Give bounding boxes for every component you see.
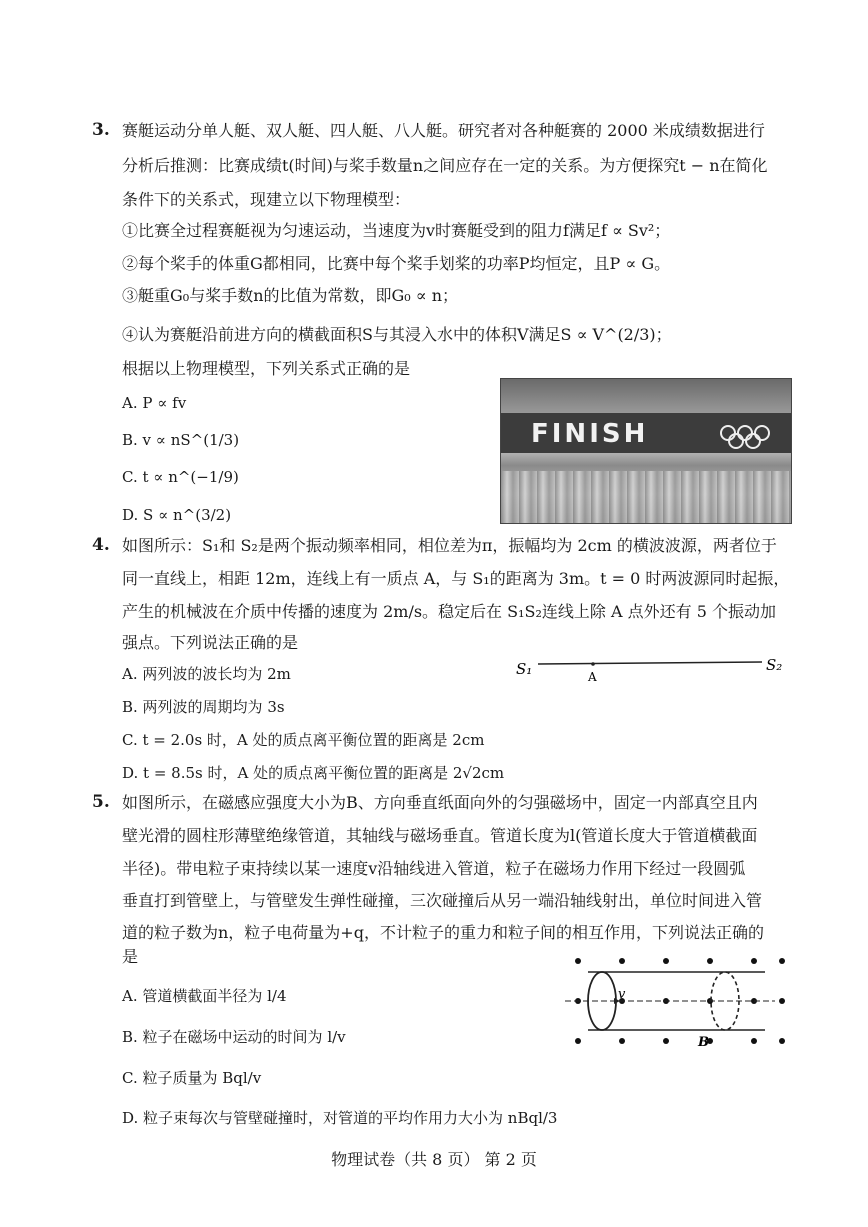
q5-line: 垂直打到管壁上，与管壁发生弹性碰撞，三次碰撞后从另一端沿轴线射出，单位时间进入管 (122, 891, 763, 910)
field-dot (779, 958, 785, 964)
q3-option-a: A. P ∝ fv (122, 394, 187, 412)
field-dot (751, 1038, 757, 1044)
q3-line: ②每个桨手的体重G都相同，比赛中每个桨手划桨的功率P均恒定，且P ∝ G。 (122, 254, 671, 273)
finish-sign-text: FINISH (531, 419, 649, 449)
magnetic-field-pipe-diagram (560, 955, 800, 1050)
q3-option-d: D. S ∝ n^(3/2) (122, 506, 232, 524)
q5-line: 半径)。带电粒子束持续以某一速度v沿轴线进入管道，粒子在磁场力作用下经过一段圆弧 (122, 859, 746, 878)
pipe-right-end (711, 972, 739, 1030)
field-dot (619, 958, 625, 964)
q3-line: ④认为赛艇沿前进方向的横截面积S与其浸入水中的体积V满足S ∝ V^(2/3)； (122, 325, 672, 344)
q5-line: 如图所示，在磁感应强度大小为B、方向垂直纸面向外的匀强磁场中，固定一内部真空且内 (122, 793, 758, 812)
q3-number: 3. (92, 120, 110, 140)
velocity-label: v (618, 987, 626, 1002)
q3-line: 赛艇运动分单人艇、双人艇、四人艇、八人艇。研究者对各种艇赛的 2000 米成绩数据进行 (122, 121, 765, 140)
q4-number: 4. (92, 535, 110, 555)
q4-line: 同一直线上，相距 12m，连线上有一质点 A，与 S₁的距离为 3m。t = 0 时两波源同时起振， (122, 569, 790, 588)
field-dot (575, 958, 581, 964)
olympic-rings-icon (719, 423, 773, 453)
q5-option-d: D. 粒子束每次与管壁碰撞时，对管道的平均作用力大小为 nBql/3 (122, 1109, 558, 1127)
q3-line: 根据以上物理模型，下列关系式正确的是 (122, 359, 411, 378)
s1-label: S₁ (516, 660, 533, 678)
q5-option-c: C. 粒子质量为 Bql/v (122, 1069, 262, 1087)
rowing-finish-photo (500, 378, 792, 524)
field-dot (751, 958, 757, 964)
field-dot (663, 958, 669, 964)
q3-line: ③艇重G₀与桨手数n的比值为常数，即G₀ ∝ n； (122, 286, 459, 305)
q3-line: 分析后推测：比赛成绩t(时间)与桨手数量n之间应存在一定的关系。为方便探究t − n在简化 (122, 156, 768, 175)
q4-option-b: B. 两列波的周期均为 3s (122, 698, 285, 716)
field-dot (619, 1038, 625, 1044)
q4-line: 产生的机械波在介质中传播的速度为 2m/s。稳定后在 S₁S₂连线上除 A 点外还有 5 个振动加 (122, 602, 776, 621)
s2-label: S₂ (766, 656, 783, 674)
q3-option-b: B. v ∝ nS^(1/3) (122, 431, 240, 449)
field-dot (663, 1038, 669, 1044)
q5-line: 是 (122, 947, 139, 966)
field-dot (779, 998, 785, 1004)
point-a-marker (591, 662, 595, 666)
field-dot (575, 1038, 581, 1044)
page-footer: 物理试卷（共 8 页） 第 2 页 (331, 1150, 537, 1169)
q4-option-c: C. t = 2.0s 时，A 处的质点离平衡位置的距离是 2cm (122, 731, 485, 749)
q3-option-c: C. t ∝ n^(−1/9) (122, 468, 239, 486)
q5-number: 5. (92, 792, 110, 812)
q3-line: ①比赛全过程赛艇视为匀速运动，当速度为v时赛艇受到的阻力f满足f ∝ Sv²； (122, 221, 671, 240)
q5-line: 道的粒子数为n，粒子电荷量为+q，不计粒子的重力和粒子间的相互作用，下列说法正确的 (122, 923, 764, 942)
q5-line: 壁光滑的圆柱形薄壁绝缘管道，其轴线与磁场垂直。管道长度为l(管道长度大于管道横截面 (122, 826, 758, 845)
wave-sources-diagram (510, 650, 800, 690)
q5-option-b: B. 粒子在磁场中运动的时间为 l/v (122, 1028, 346, 1046)
q5-option-a: A. 管道横截面半径为 l/4 (122, 987, 287, 1005)
q4-line: 如图所示：S₁和 S₂是两个振动频率相同，相位差为π，振幅均为 2cm 的横波波源，两者位于 (122, 536, 777, 555)
field-dot (779, 1038, 785, 1044)
q4-line: 强点。下列说法正确的是 (122, 633, 299, 652)
point-a-label: A (588, 670, 597, 684)
q4-option-d: D. t = 8.5s 时，A 处的质点离平衡位置的距离是 2√2cm (122, 764, 505, 782)
field-b-label: B (698, 1035, 709, 1050)
s1-s2-line (538, 662, 762, 664)
field-dot (707, 958, 713, 964)
q4-option-a: A. 两列波的波长均为 2m (122, 665, 291, 683)
q3-line: 条件下的关系式，现建立以下物理模型： (122, 190, 411, 209)
